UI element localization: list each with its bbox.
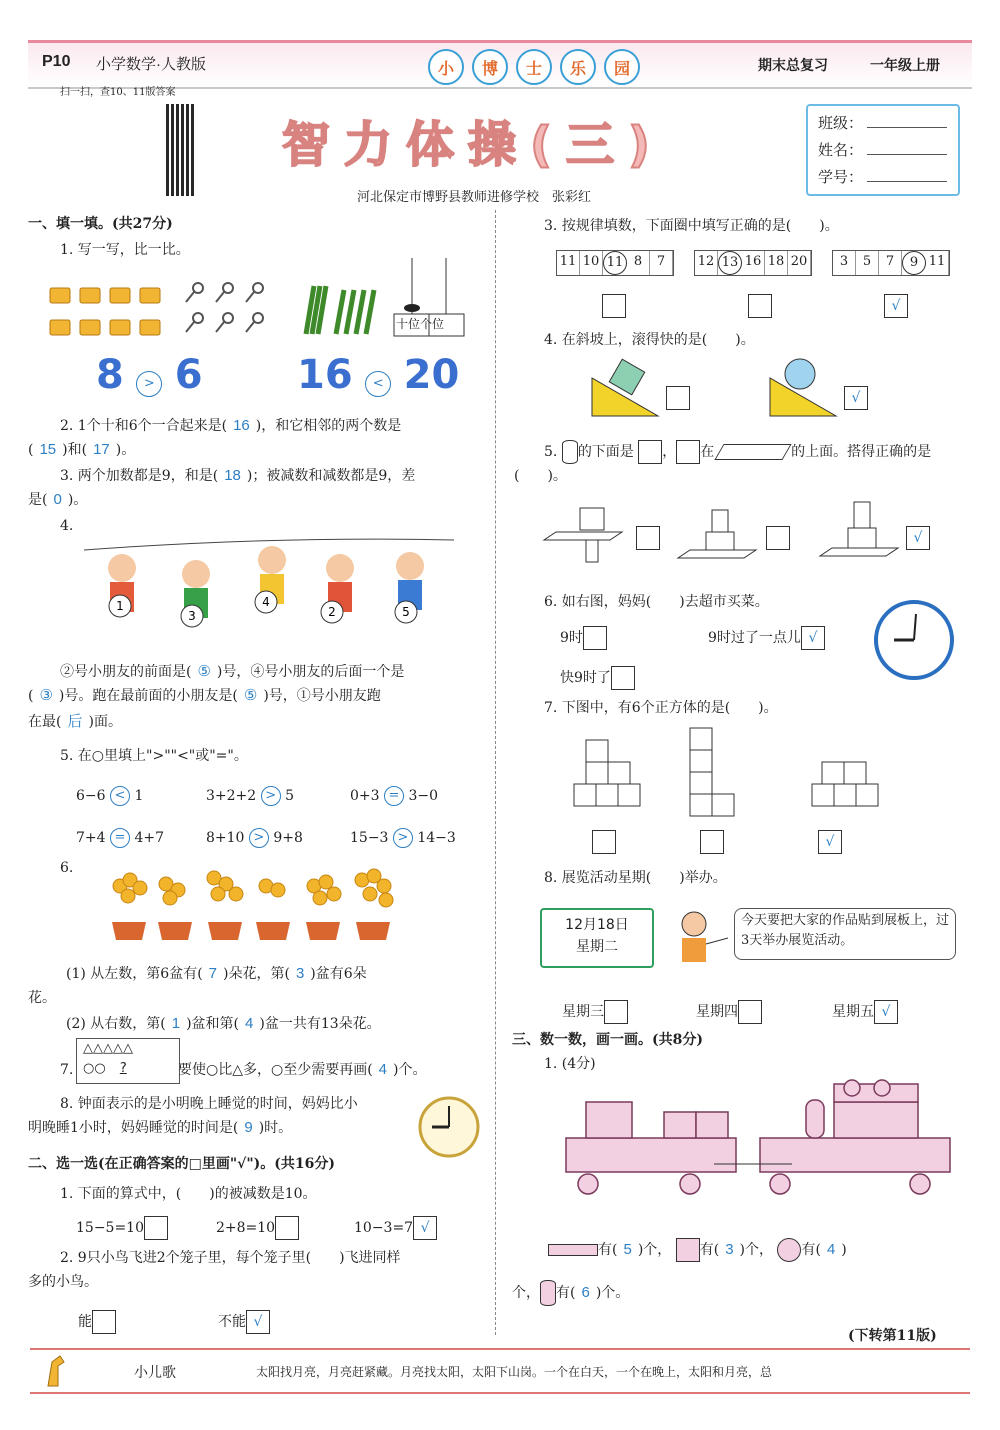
s1-q4-line3: [28, 710, 122, 732]
check-box[interactable]: [611, 666, 635, 690]
s1-q6-label: 6.: [60, 860, 74, 876]
s1-q5: 5. 在○里填上">""<"或"="。: [60, 748, 248, 764]
calendar-date: 12月18日: [565, 917, 629, 933]
answer: >: [393, 828, 413, 848]
text: 9时过了一点儿: [708, 630, 801, 646]
flower-pots-picture: [100, 866, 410, 942]
answer: >: [249, 828, 269, 848]
s1-q4-line1: [60, 662, 404, 682]
seq-3: [832, 250, 950, 276]
runner-2: 2: [328, 605, 336, 619]
calendar-day: 星期二: [576, 939, 618, 955]
logo-char: 乐: [560, 49, 596, 85]
q5-item-3: [350, 786, 438, 806]
check-box[interactable]: [275, 1216, 299, 1240]
answer: 3: [725, 1241, 734, 1258]
cell: 16: [742, 251, 765, 275]
check-box[interactable]: √: [906, 526, 930, 550]
seq-2: [694, 250, 812, 276]
text: 要使○比△多，○至少需要再画(: [178, 1062, 373, 1078]
s2-q1-opt2: [216, 1216, 299, 1240]
runner-4: 4: [262, 595, 270, 609]
cell: 12: [695, 251, 718, 275]
id-row: [818, 166, 958, 187]
text: 的上面。搭得正确的是: [791, 444, 932, 460]
review-label: 期末总复习: [758, 58, 828, 74]
newspaper-logo: [428, 49, 640, 85]
cylinder-icon: [562, 440, 578, 464]
answer: ⑤: [243, 687, 258, 704]
answer: 后: [67, 713, 83, 730]
text: 有(: [598, 1242, 618, 1258]
q7-triangles: △△△△△: [83, 1041, 133, 1056]
r-q3: 3. 按规律填数，下面圈中填写正确的是( )。: [544, 218, 839, 234]
check-box[interactable]: [602, 294, 626, 318]
page-title: 智力体操(三): [282, 117, 664, 173]
text: ): [841, 1242, 847, 1258]
q1-answer-a: 8: [96, 352, 124, 398]
r-q5-line2: ( )。: [514, 468, 567, 484]
s1-q8-line1: 8. 钟面表示的是小明晚上睡觉的时间，妈妈比小: [60, 1096, 358, 1112]
text: 8+10: [206, 830, 245, 846]
text: 6−6: [76, 788, 106, 804]
answer: 7: [208, 965, 217, 982]
q1-op1: >: [136, 371, 162, 397]
footer-title: 小儿歌: [134, 1365, 176, 1381]
text: 在最(: [28, 714, 62, 730]
cube-icon: [676, 1238, 700, 1262]
check-box[interactable]: [666, 386, 690, 410]
r-q8-opt3: [832, 1000, 898, 1024]
check-box[interactable]: √: [801, 626, 825, 650]
grade-label: 一年级上册: [870, 58, 940, 74]
text: )个，: [637, 1242, 672, 1258]
text: 9时: [560, 630, 583, 646]
class-row: [818, 112, 958, 133]
s2-q2-opt1: [78, 1310, 116, 1334]
r-q6-opt3: [560, 666, 635, 690]
text: 星期四: [696, 1004, 738, 1020]
section3-title: 三、数一数，画一画。(共8分): [512, 1032, 703, 1048]
cylinder-icon: [540, 1280, 556, 1306]
seq-1: [556, 250, 674, 276]
text: (1) 从左数，第6盆有(: [66, 966, 203, 982]
text: 5.: [544, 444, 558, 460]
r-q8: 8. 展览活动星期( )举办。: [544, 870, 727, 886]
text: 4+7: [134, 830, 164, 846]
text: )；被减数和减数都是9，差: [246, 468, 416, 484]
slope-picture: [590, 358, 880, 418]
s1-q4-label: 4.: [60, 518, 74, 534]
check-box[interactable]: [636, 526, 660, 550]
text: )个。: [595, 1285, 630, 1301]
cell: 5: [856, 251, 879, 275]
cell: 7: [650, 251, 673, 275]
text: )盆和第(: [186, 1016, 240, 1032]
s2-q1-opt1: [76, 1216, 168, 1240]
answer: 4: [245, 1015, 254, 1032]
s3-answer-line1: [548, 1238, 847, 1262]
text: 有(: [556, 1285, 576, 1301]
logo-char: 博: [472, 49, 508, 85]
logo-char: 士: [516, 49, 552, 85]
text: )盆有6朵: [310, 966, 367, 982]
footer-bar: [30, 1348, 970, 1394]
r-q5-line1: 5. 的下面是 ， 在 的上面。搭得正确的是: [544, 440, 931, 464]
answer: ⑤: [197, 663, 211, 680]
text: 15−3: [350, 830, 389, 846]
check-box[interactable]: [738, 1000, 762, 1024]
check-box[interactable]: [604, 1000, 628, 1024]
cell: 18: [765, 251, 788, 275]
s1-q3-line2: [28, 490, 87, 510]
s1-q6-1-line2: 花。: [28, 990, 56, 1006]
s3-answer-line2: [512, 1280, 629, 1306]
s1-q6-1-line1: [66, 964, 367, 984]
text: 2. 1个十和6个一合起来是(: [60, 418, 228, 434]
s1-q1: 1. 写一写，比一比。: [60, 242, 190, 258]
cell: 11: [926, 251, 949, 275]
answer: <: [110, 786, 130, 806]
q1-answer-c: 16: [297, 352, 353, 398]
text: 1: [134, 788, 144, 804]
runner-1: 1: [116, 599, 124, 613]
clock-icon: [418, 1096, 480, 1158]
q7-shapes-box: [76, 1038, 180, 1084]
name-label: 姓名：: [818, 141, 864, 159]
sphere-icon: [777, 1238, 801, 1262]
text: 能: [78, 1314, 92, 1330]
r-q8-opt2: [696, 1000, 762, 1024]
text: )个，: [739, 1242, 774, 1258]
text: 3−0: [408, 788, 438, 804]
text: (2) 从右数，第(: [66, 1016, 166, 1032]
text: 2+8=10: [216, 1220, 276, 1236]
text: 9+8: [273, 830, 303, 846]
answer: >: [261, 786, 281, 806]
text: 3. 两个加数都是9，和是(: [60, 468, 219, 484]
s1-q7-text: [178, 1060, 426, 1080]
text: ②号小朋友的前面是(: [60, 664, 192, 680]
section1-title: 一、填一填。(共27分): [28, 216, 173, 232]
answer: =: [110, 828, 130, 848]
check-box[interactable]: [144, 1216, 168, 1240]
answer: 5: [623, 1241, 632, 1258]
text: )和(: [62, 442, 88, 458]
q5-item-1: [76, 786, 143, 806]
column-divider: [495, 210, 496, 1335]
qr-code[interactable]: [166, 104, 194, 196]
check-box[interactable]: √: [818, 830, 842, 854]
text: )，和它相邻的两个数是: [255, 418, 402, 434]
cell: 7: [879, 251, 902, 275]
text: 明晚睡1小时，妈妈睡觉的时间是(: [28, 1120, 239, 1136]
q1-answer-d: 20: [403, 352, 460, 398]
cell: 13: [718, 251, 742, 275]
s3-q1: 1. (4分): [544, 1056, 596, 1072]
text: 有(: [699, 1242, 720, 1258]
answer: 6: [581, 1284, 590, 1301]
q5-item-4: [76, 828, 164, 848]
text: )面。: [88, 714, 122, 730]
answer: 15: [39, 441, 57, 458]
r-q6-opt1: [560, 626, 607, 650]
answer: 16: [233, 417, 250, 434]
text: )号，①号小朋友跑: [263, 688, 381, 704]
r-q6-opt2: [708, 626, 825, 650]
cube-icon: [638, 440, 662, 464]
section2-title: 二、选一选(在正确答案的□里画"√")。(共16分): [28, 1156, 335, 1172]
class-label: 班级：: [818, 114, 864, 132]
clock-icon: [872, 598, 956, 682]
cell: 3: [833, 251, 856, 275]
text: 星期三: [562, 1004, 604, 1020]
text: 快9时了: [560, 670, 611, 686]
text: )个。: [393, 1062, 427, 1078]
q7-circles: ○○: [83, 1061, 106, 1076]
text: )号。跑在最前面的小朋友是(: [58, 688, 238, 704]
s1-q8-line2: [28, 1118, 292, 1138]
q1-answer-b: 6: [174, 352, 203, 398]
student-info-box: [806, 104, 960, 196]
answer: 3: [295, 965, 305, 982]
cuboid-icon: [548, 1244, 598, 1256]
answer: 0: [53, 491, 62, 508]
s1-q4-line2: [28, 686, 381, 706]
answer: 1: [171, 1015, 181, 1032]
check-box[interactable]: √: [413, 1216, 437, 1240]
giraffe-icon: [38, 1352, 78, 1388]
cell: 9: [902, 251, 926, 275]
cell: 10: [580, 251, 603, 275]
text: 有(: [801, 1242, 821, 1258]
text: )。: [115, 442, 136, 458]
check-box[interactable]: √: [874, 1000, 898, 1024]
s2-q2-line1: 2. 9只小鸟飞进2个笼子里，每个笼子里( )飞进同样: [60, 1250, 401, 1266]
q1-op2: <: [365, 371, 391, 397]
text: )。: [67, 492, 88, 508]
text: 星期五: [832, 1004, 874, 1020]
scan-note: 扫一扫，查10、11版答案: [60, 87, 176, 98]
check-box[interactable]: [766, 526, 790, 550]
q7-blank: ?: [119, 1061, 127, 1076]
teacher-figure: [674, 910, 730, 966]
s1-q3-line1: [60, 466, 415, 486]
name-field[interactable]: [867, 154, 947, 155]
text: (: [28, 442, 34, 458]
logo-char: 园: [604, 49, 640, 85]
toy-train-picture: [564, 1080, 954, 1204]
author-line: 河北保定市博野县教师进修学校 张彩红: [357, 190, 592, 205]
cell: 11: [603, 251, 627, 275]
abacus-label: 十位个位: [396, 317, 445, 331]
q5-item-5: [206, 828, 303, 848]
class-field[interactable]: [867, 127, 947, 128]
s1-q2-line1: [60, 416, 401, 436]
text: 的下面是: [577, 444, 634, 460]
text: 在: [700, 444, 715, 460]
runner-5: 5: [402, 605, 410, 619]
text: 3+2+2: [206, 788, 257, 804]
q5-item-2: [206, 786, 294, 806]
check-box[interactable]: [92, 1310, 116, 1334]
cubes-picture: [574, 726, 894, 822]
text: 10−3=7: [354, 1220, 414, 1236]
s1-q7-label: 7.: [60, 1062, 74, 1078]
logo-char: 小: [428, 49, 464, 85]
answer: 9: [244, 1119, 253, 1136]
name-row: [818, 139, 958, 160]
s2-q1: 1. 下面的算式中，( )的被减数是10。: [60, 1186, 317, 1202]
check-box[interactable]: √: [246, 1310, 270, 1334]
text: 0+3: [350, 788, 380, 804]
text: )号，④号小朋友的后面一个是: [216, 664, 405, 680]
s2-q2-opt2: [218, 1310, 270, 1334]
q5-item-6: [350, 828, 456, 848]
board-icon: [714, 444, 791, 460]
text: 14−3: [417, 830, 456, 846]
text: 不能: [218, 1314, 246, 1330]
text: )时。: [258, 1120, 293, 1136]
check-box[interactable]: √: [884, 294, 908, 318]
r-q8-opt1: [562, 1000, 628, 1024]
s1-q2-line2: [28, 440, 135, 460]
s1-q6-2: [66, 1014, 381, 1034]
check-box[interactable]: [592, 830, 616, 854]
r-q6: 6. 如右图，妈妈( )去超市买菜。: [544, 594, 769, 610]
cell: 8: [627, 251, 650, 275]
stacks-picture: [556, 500, 896, 570]
check-box[interactable]: [700, 830, 724, 854]
cell: 11: [557, 251, 580, 275]
id-field[interactable]: [867, 181, 947, 182]
answer: 4: [826, 1241, 836, 1258]
answer: =: [384, 786, 404, 806]
text: 15−5=10: [76, 1220, 144, 1236]
text: )朵花，第(: [223, 966, 290, 982]
page-header: [28, 40, 972, 89]
s2-q1-opt3: [354, 1216, 437, 1240]
answer: 4: [378, 1061, 388, 1078]
q7-circles-row: [83, 1059, 179, 1079]
text: (: [28, 688, 34, 704]
calendar-card: [540, 908, 654, 968]
text: 个，: [512, 1285, 540, 1301]
id-label: 学号：: [818, 168, 864, 186]
runners-picture: [84, 540, 464, 650]
continued-note: (下转第11版): [848, 1328, 937, 1344]
cube-icon: [676, 440, 700, 464]
text: 5: [285, 788, 295, 804]
text: )盆一共有13朵花。: [259, 1016, 381, 1032]
s2-q2-line2: 多的小鸟。: [28, 1274, 98, 1290]
speech-bubble: 今天要把大家的作品贴到展板上，过3天举办展览活动。: [734, 908, 956, 960]
r-q4: 4. 在斜坡上，滚得快的是( )。: [544, 332, 755, 348]
check-box[interactable]: √: [844, 386, 868, 410]
answer: 17: [93, 441, 110, 458]
check-box[interactable]: [583, 626, 607, 650]
answer: ③: [39, 687, 53, 704]
cell: 20: [788, 251, 811, 275]
footer-song: 太阳找月亮，月亮赶紧藏。月亮找太阳，太阳下山岗。一个在白天，一个在晚上，太阳和月亮，总: [256, 1365, 773, 1379]
r-q7: 7. 下图中，有6个正方体的是( )。: [544, 700, 778, 716]
page-number: P10: [42, 53, 71, 70]
check-box[interactable]: [748, 294, 772, 318]
text: 7+4: [76, 830, 106, 846]
text: 是(: [28, 492, 48, 508]
answer: 18: [224, 467, 241, 484]
runner-3: 3: [188, 609, 196, 623]
edition-label: 小学数学·人教版: [96, 56, 206, 73]
q1-answers: [96, 352, 459, 407]
